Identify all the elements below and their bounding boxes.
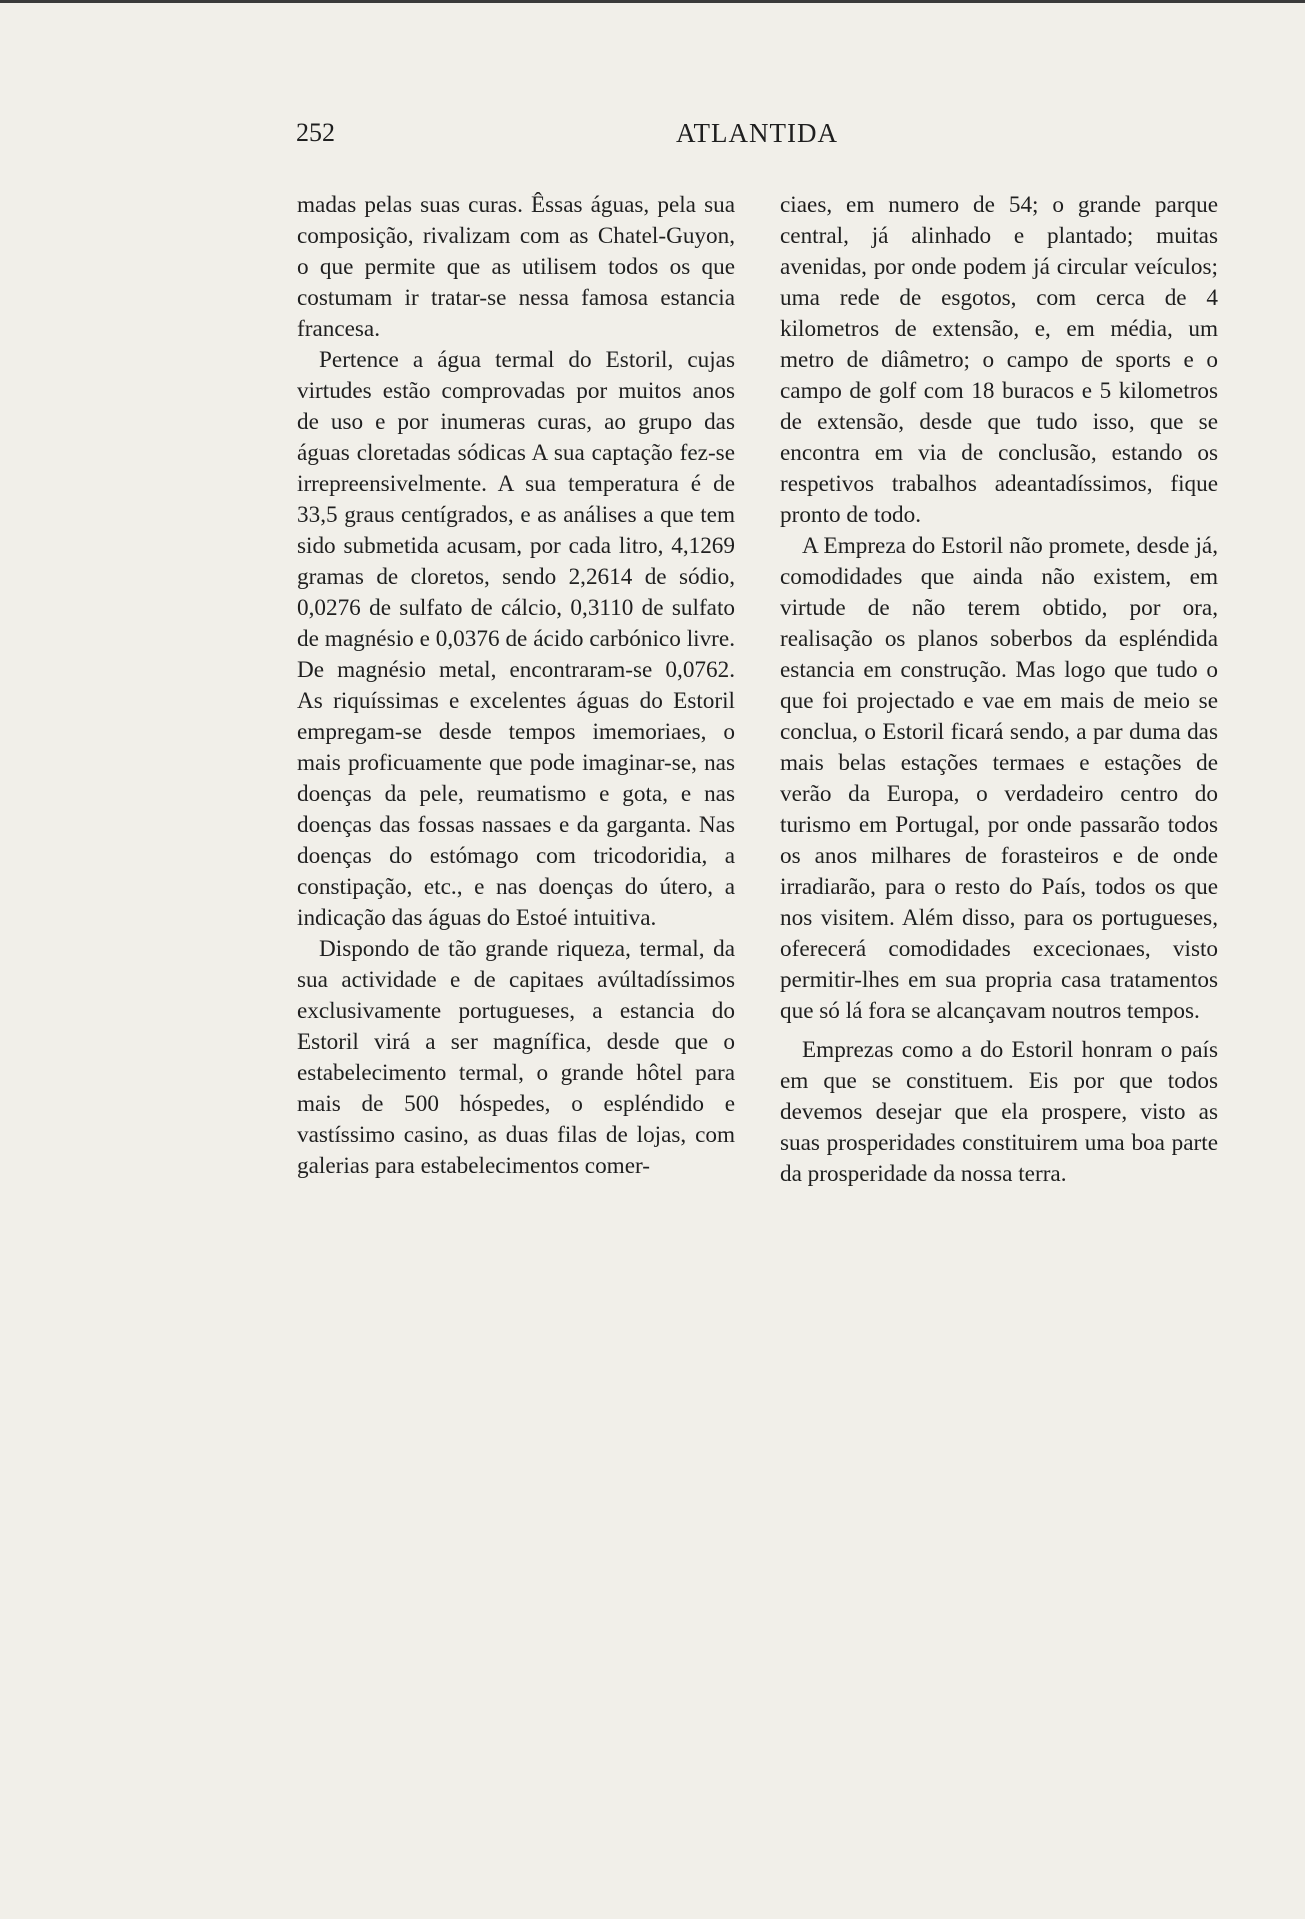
page-top-edge (0, 0, 1305, 3)
page-number: 252 (296, 118, 335, 147)
page-header (296, 118, 836, 158)
paragraph: ciaes, em numero de 54; o grande parque central, já alinhado e plantado; muitas avenidas, por onde podem já circular veículos; uma rede de esgotos, com cerca de 4 kilometros de extensão, e, em média, um metro de diâmetro; o campo de sports e o campo de golf com 18 buracos e 5 kilometros de extensão, desde que tudo isso, que se encontra em via de conclusão, estando os respetivos trabalhos adeantadíssimos, fique pronto de todo. (780, 192, 1218, 528)
paragraph: Emprezas como a do Estoril honram o país em que se constituem. Eis por que todos devemos desejar que ela prospere, visto as suas prosperidades constituirem uma boa parte da prosperidade da nossa terra. (780, 1037, 1218, 1187)
running-title: ATLANTIDA (676, 118, 838, 148)
paragraph: A Empreza do Estoril não promete, desde já, comodidades que ainda não existem, em virtude de não terem obtido, por ora, realisação os planos soberbos da espléndida estancia em construção. Mas logo que tudo o que foi projectado e vae em mais de meio se conclua, o Estoril ficará sendo, a par duma das mais belas estações termaes e estações de verão da Europa, o verdadeiro centro do turismo em Portugal, por onde passarão todos os anos milhares de forasteiros e de onde irradiarão, para o resto do País, todos os que nos visitem. Além disso, para os portugueses, oferecerá comodidades excecionaes, visto permitir-lhes em sua propria casa tratamentos que só lá fora se alcançavam noutros tempos. (780, 533, 1218, 1024)
paragraph: Dispondo de tão grande riqueza, termal, da sua actividade e de capitaes avúltadíssimos exclusivamente portugueses, a estancia do Estoril virá a ser magnífica, desde que o estabelecimento termal, o grande hôtel para mais de 500 hóspedes, o espléndido e vastíssimo casino, as duas filas de lojas, com galerias para estabelecimentos comer- (297, 936, 735, 1179)
right-column (780, 190, 1218, 1190)
paragraph: Pertence a água termal do Estoril, cujas virtudes estão comprovadas por muitos anos de uso e por inumeras curas, ao grupo das águas cloretadas sódicas A sua captação fez-se irrepreensivelmente. A sua temperatura é de 33,5 graus centígrados, e as análises a que tem sido submetida acusam, por cada litro, 4,1269 gramas de cloretos, sendo 2,2614 de sódio, 0,0276 de sulfato de cálcio, 0,3110 de sulfato de magnésio e 0,0376 de ácido carbónico livre. De magnésio metal, encontraram-se 0,0762. As riquíssimas e excelentes águas do Estoril empregam-se desde tempos imemoriaes, o mais proficuamente que pode imaginar-se, nas doenças da pele, reumatismo e gota, e nas doenças das fossas nassaes e da garganta. Nas doenças do estómago com tricodoridia, a constipação, etc., e nas doenças do útero, a indicação das águas do Estoé intuitiva. (297, 347, 735, 931)
paragraph: madas pelas suas curas. Êssas águas, pela sua composição, rivalizam com as Chatel-Guyon, o que permite que as utilisem todos os que costumam ir tratar-se nessa famosa estancia francesa. (297, 192, 735, 342)
left-column (297, 190, 735, 1182)
